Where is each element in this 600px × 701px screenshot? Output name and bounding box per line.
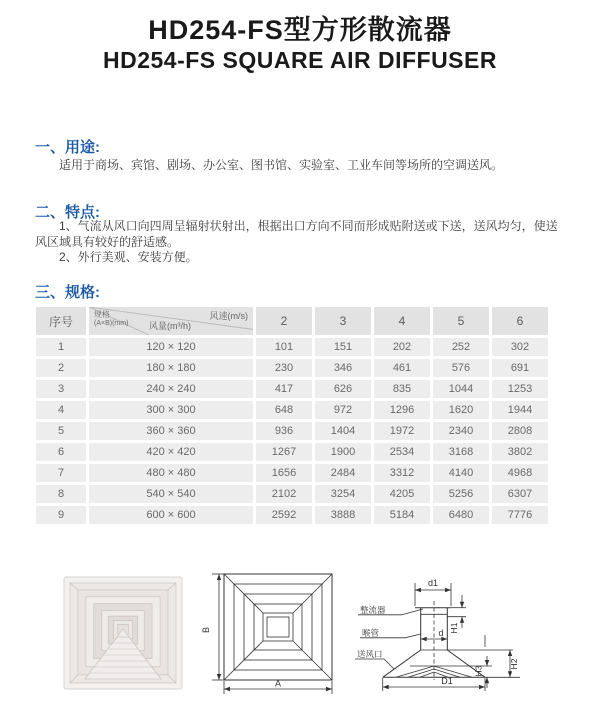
value-cell: 4968 [492,464,548,482]
serial-cell: 6 [36,443,86,461]
table-row [36,401,548,419]
value-cell: 3888 [315,506,371,524]
serial-header-cell: 序号 [36,307,86,335]
table-row [36,338,548,356]
outlet-label: 送风口 [357,649,383,659]
dim-h1-label: H1 [449,622,459,634]
serial-cell: 8 [36,485,86,503]
size-cell: 420 × 420 [89,443,253,461]
face-drawing [195,557,345,701]
features-text-block [35,219,563,266]
diffuser-photo-graphic [64,577,182,689]
value-cell: 1620 [433,401,489,419]
value-cell: 936 [256,422,312,440]
value-cell: 2808 [492,422,548,440]
throat-label: 喉管 [362,628,380,638]
size-cell: 120 × 120 [89,338,253,356]
size-cell: 480 × 480 [89,464,253,482]
value-cell: 576 [433,359,489,377]
size-cell: 300 × 300 [89,401,253,419]
value-cell: 691 [492,359,548,377]
usage-text-block [35,158,563,174]
value-cell: 648 [256,401,312,419]
value-cell: 6307 [492,485,548,503]
dim-b-label: B [201,626,211,634]
value-cell: 1296 [374,401,430,419]
face-outline [224,574,332,680]
velocity-corner-label: 风速(m/s) [209,311,248,321]
table-row [36,464,548,482]
dim-h2-label: H2 [509,658,519,670]
dim-b [201,574,224,680]
dim-d-label: d [438,628,444,638]
dim-d1-label: d1 [427,578,439,588]
rectifier-label: 整流器 [360,605,386,615]
serial-cell: 7 [36,464,86,482]
section-profile [383,601,513,680]
value-cell: 1656 [256,464,312,482]
value-cell: 2484 [315,464,371,482]
value-cell: 1972 [374,422,430,440]
velocity-header-cell: 4 [374,307,430,335]
value-cell: 972 [315,401,371,419]
serial-cell: 2 [36,359,86,377]
table-row [36,422,548,440]
size-cell: 360 × 360 [89,422,253,440]
table-row [36,485,548,503]
value-cell: 461 [374,359,430,377]
value-cell: 5184 [374,506,430,524]
size-cell: 180 × 180 [89,359,253,377]
value-cell: 2592 [256,506,312,524]
velocity-header-cell: 6 [492,307,548,335]
velocity-header-cell: 5 [433,307,489,335]
value-cell: 230 [256,359,312,377]
value-cell: 302 [492,338,548,356]
features-item-1: 1、气流从风口向四周呈辐射状射出，根据出口方向不同而形成贴附送或下送，送风均匀，使送风区域具有较好的舒适感。 [35,219,558,249]
part-labels [355,605,423,669]
usage-text: 适用于商场、宾馆、剧场、办公室、图书馆、实验室、工业车间等场所的空调送风。 [59,158,504,172]
page-title-en: HD254-FS SQUARE AIR DIFFUSER [103,47,497,73]
table-row [36,506,548,524]
value-cell: 3254 [315,485,371,503]
size-cell: 240 × 240 [89,380,253,398]
value-cell: 252 [433,338,489,356]
value-cell: 2102 [256,485,312,503]
dim-d1 [415,578,451,606]
serial-cell: 1 [36,338,86,356]
dim-a-label: A [274,678,282,689]
dim-h1 [447,595,466,633]
velocity-header-cell: 2 [256,307,312,335]
value-cell: 1267 [256,443,312,461]
value-cell: 4205 [374,485,430,503]
value-cell: 1253 [492,380,548,398]
value-cell: 417 [256,380,312,398]
value-cell: 3168 [433,443,489,461]
dim-D1 [383,676,485,691]
value-cell: 835 [374,380,430,398]
features-item-2: 2、外行美观、安装方便。 [59,250,198,264]
velocity-header-cell: 3 [315,307,371,335]
size-cell: 540 × 540 [89,485,253,503]
serial-cell: 4 [36,401,86,419]
value-cell: 4140 [433,464,489,482]
dim-a [224,679,332,695]
value-cell: 3802 [492,443,548,461]
value-cell: 1900 [315,443,371,461]
size-cell: 600 × 600 [89,506,253,524]
section-drawing [352,557,570,701]
value-cell: 6480 [433,506,489,524]
value-cell: 1044 [433,380,489,398]
value-cell: 1944 [492,401,548,419]
product-photo [30,555,195,701]
page-title-zh: HD254-FS型方形散流器 [148,15,452,45]
value-cell: 151 [315,338,371,356]
table-row [36,359,548,377]
value-cell: 7776 [492,506,548,524]
table-row [36,380,548,398]
value-cell: 101 [256,338,312,356]
value-cell: 346 [315,359,371,377]
value-cell: 2534 [374,443,430,461]
serial-cell: 5 [36,422,86,440]
specs-section-heading: 三、规格: [35,284,100,301]
value-cell: 202 [374,338,430,356]
dim-D1-label: D1 [441,676,453,686]
dim-h3-label: H3 [473,665,484,677]
serial-cell: 9 [36,506,86,524]
features-section-heading: 二、特点: [35,204,100,221]
spec-table [33,304,551,527]
usage-section-heading: 一、用途: [35,139,100,156]
table-row [36,443,548,461]
matrix-header-cell [89,307,253,335]
table-header-row [36,307,548,335]
value-cell: 3312 [374,464,430,482]
value-cell: 626 [315,380,371,398]
serial-cell: 3 [36,380,86,398]
spec-corner-label: 规格 [94,310,110,319]
value-cell: 5256 [433,485,489,503]
spec-corner-sublabel: (A×B)(mm) [94,320,129,327]
dim-h3 [473,656,492,688]
value-cell: 1404 [315,422,371,440]
airflow-corner-label: 风量(m³/h) [149,321,191,331]
value-cell: 2340 [433,422,489,440]
dim-h2 [485,650,520,677]
